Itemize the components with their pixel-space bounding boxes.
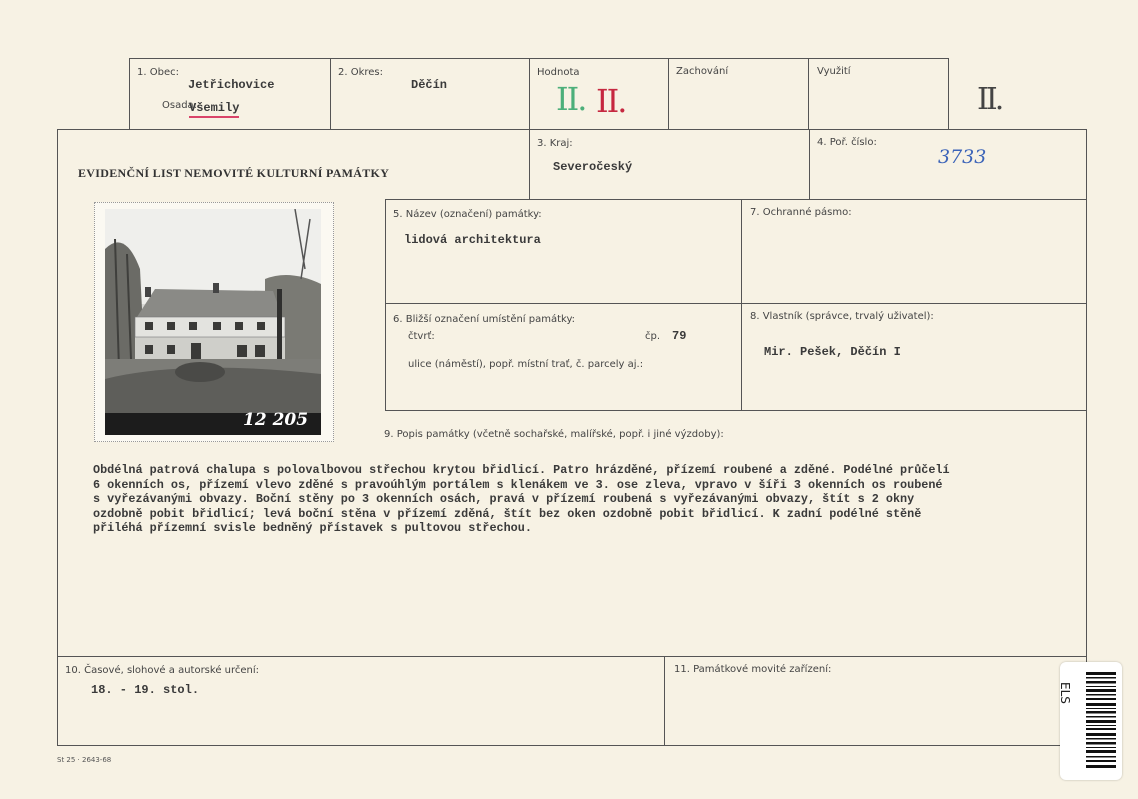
poradove-cislo-label: 4. Poř. číslo: (817, 137, 877, 148)
ulice-label: ulice (náměstí), popř. místní trať, č. parcely aj.: (408, 359, 644, 370)
popis-line: s vyřezávanými obvazy. Boční stěny po 3 okenních osách, pravá v přízemí roubená s vyřezávanými obvazy, štít s 2 okny (93, 492, 915, 506)
cp-label: čp. (645, 331, 661, 342)
bottom-row-divider (57, 656, 1087, 657)
ochranne-pasmo-label: 7. Ochranné pásmo: (750, 207, 852, 218)
vyuziti-label: Využití (817, 66, 851, 77)
form-title: EVIDENČNÍ LIST NEMOVITÉ KULTURNÍ PAMÁTKY (78, 166, 390, 180)
hodnota-label: Hodnota (537, 67, 580, 78)
barcode-icon (1086, 670, 1116, 770)
okres-value: Děčín (411, 78, 448, 92)
urceni-value: 18. - 19. stol. (91, 683, 200, 697)
popis-line: 6 okenních os, přízemí vlevo zděné s pravoúhlým portálem s klenákem ve 3. ose zleva, vpravo v šíři 3 okenních os roubené (93, 477, 943, 492)
photo-number: 12 205 (243, 410, 309, 430)
umisteni-label: 6. Bližší označení umístění památky: (393, 314, 576, 325)
house-photo (105, 209, 321, 435)
osada-value: Všemily (189, 101, 239, 118)
popis-line: Obdélná patrová chalupa s polovalbovou střechou krytou břidlicí. Patro hrázděné, přízemí roubené a zděné. Podélné průčelí (93, 463, 950, 477)
col-divider (741, 199, 742, 411)
popis-label: 9. Popis památky (včetně sochařské, malířské, popř. i jiné výzdoby): (384, 429, 724, 440)
obec-label: 1. Obec: (137, 67, 179, 78)
row-divider (385, 303, 1087, 304)
popis-text (93, 463, 1063, 536)
cp-value: 79 (672, 329, 687, 343)
hodnota-red-mark: II. (596, 82, 626, 120)
kraj-label: 3. Kraj: (537, 138, 573, 149)
outside-mark: II. (977, 82, 1002, 117)
osada-label: Osada: (162, 100, 198, 111)
popis-line: přiléhá přízemní svisle bedněný přístavek s pultovou střechou. (93, 521, 532, 535)
urceni-label: 10. Časové, slohové a autorské určení: (65, 665, 260, 676)
nazev-value: lidová architektura (404, 233, 541, 247)
poradove-cislo-value: 3733 (938, 146, 987, 168)
okres-label: 2. Okres: (338, 67, 384, 78)
vlastnik-label: 8. Vlastník (správce, trvalý uživatel): (750, 311, 934, 322)
obec-value: Jetřichovice (188, 78, 275, 92)
popis-line: ozdobně pobit břidlicí; levá boční stěna v přízemí zděná, štít bez oken ozdobně pobit břidlicí. K zadní podélné stěně (93, 506, 922, 521)
zachovani-label: Zachování (676, 66, 729, 77)
bottom-col-divider (664, 656, 665, 746)
vlastnik-value: Mir. Pešek, Děčín I (764, 345, 901, 359)
kraj-value: Severočeský (553, 160, 633, 174)
hodnota-green-mark: II. (556, 80, 586, 118)
movite-zarizeni-label: 11. Památkové movité zařízení: (674, 664, 832, 675)
nazev-label: 5. Název (označení) památky: (393, 209, 542, 220)
barcode-tag (1060, 662, 1122, 780)
house-photo-drawing (105, 209, 321, 435)
barcode-label: ELS (1058, 682, 1072, 704)
right-block (385, 199, 1087, 411)
ctvrt-label: čtvrť: (408, 331, 435, 342)
print-code: St 25 · 2643-68 (57, 756, 112, 764)
